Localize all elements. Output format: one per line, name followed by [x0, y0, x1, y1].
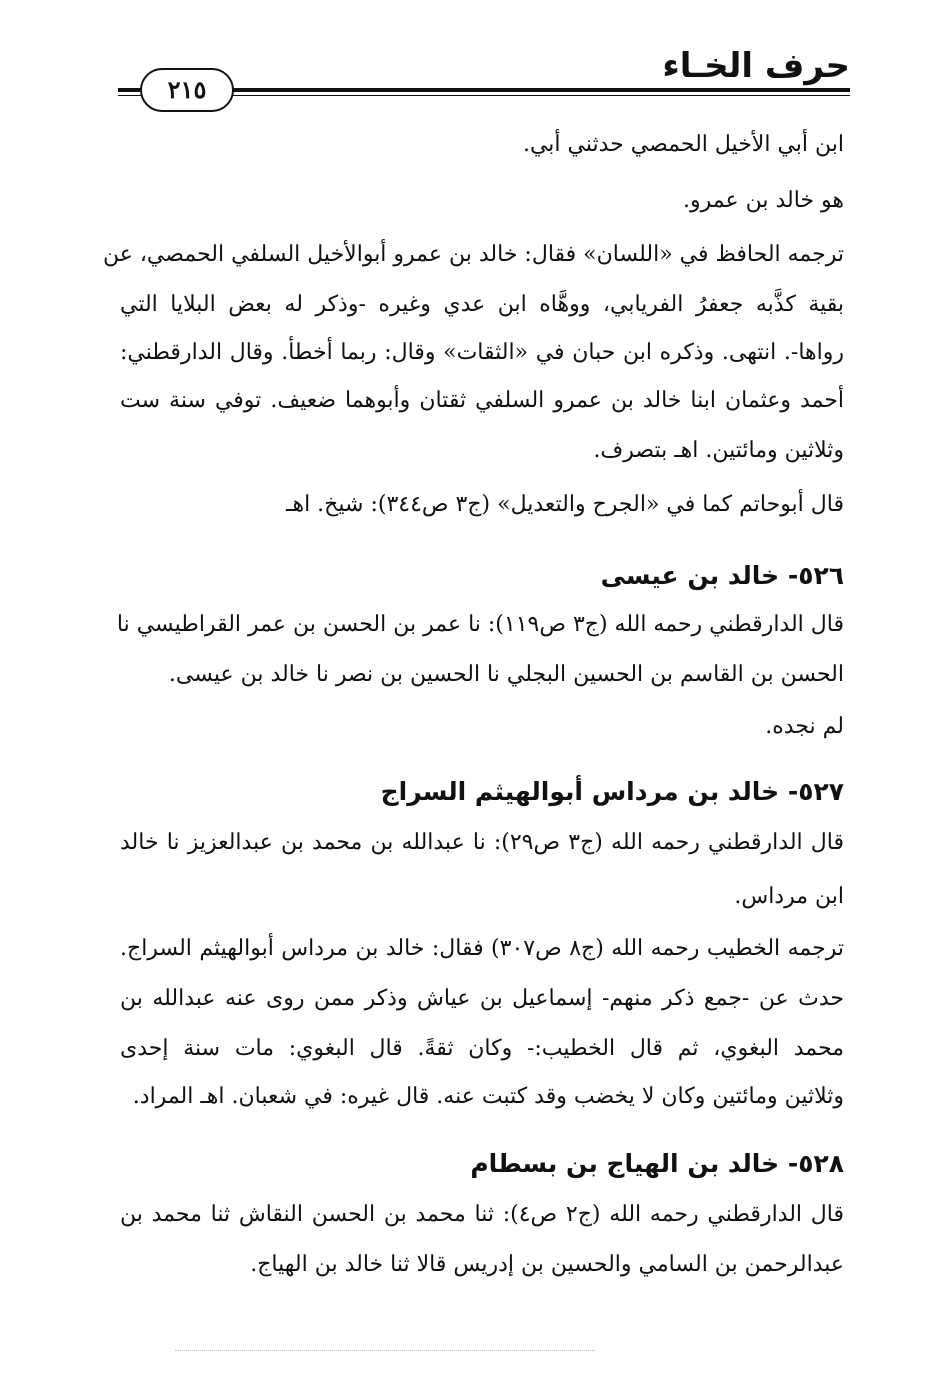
text-line: محمد البغوي، ثم قال الخطيب:- وكان ثقةً. قال البغوي: مات سنة إحدى — [120, 1036, 844, 1061]
text-line: قال الدارقطني رحمه الله (ج٣ ص٢٩): نا عبدالله بن محمد بن عبدالعزيز نا خالد — [120, 830, 845, 855]
text-line: حدث عن -جمع ذكر منهم- إسماعيل بن عياش وذكر ممن روى عنه عبدالله بن — [120, 986, 844, 1011]
entry-heading: ٥٢٨- خالد بن الهياج بن بسطام — [470, 1149, 844, 1178]
chapter-title: حرف الخـاء — [662, 46, 850, 86]
text-line: هو خالد بن عمرو. — [683, 188, 844, 213]
text-line: وثلاثين ومائتين. اهـ بتصرف. — [593, 438, 844, 463]
text-line: قال الدارقطني رحمه الله (ج٢ ص٤): ثنا محمد بن الحسن النقاش ثنا محمد بن — [120, 1202, 844, 1227]
page-number: ٢١٥ — [140, 68, 234, 112]
text-line: عبدالرحمن بن السامي والحسين بن إدريس قالا ثنا خالد بن الهياج. — [250, 1252, 844, 1277]
text-line: وثلاثين ومائتين وكان لا يخضب وقد كتبت عنه. قال غيره: في شعبان. اهـ المراد. — [132, 1084, 844, 1109]
text-line: بقية كذَّبه جعفرُ الفريابي، ووهَّاه ابن عدي وغيره -وذكر له بعض البلايا التي — [120, 292, 844, 317]
header-rule-left-thin — [118, 95, 142, 96]
text-line: الحسن بن القاسم بن الحسين البجلي نا الحسين بن نصر نا خالد بن عيسى. — [168, 662, 844, 687]
text-line: قال الدارقطني رحمه الله (ج٣ ص١١٩): نا عمر بن الحسن بن عمر القراطيسي نا — [116, 612, 844, 637]
entry-heading: ٥٢٧- خالد بن مرداس أبوالهيثم السراج — [380, 777, 844, 806]
entry-heading: ٥٢٦- خالد بن عيسى — [600, 561, 844, 590]
scan-artifact-dots — [175, 1350, 595, 1351]
text-line: ابن مرداس. — [734, 884, 844, 909]
text-line: أحمد وعثمان ابنا خالد بن عمرو السلفي ثقتان وأبوهما ضعيف. توفي سنة ست — [120, 388, 844, 413]
header-rule — [228, 88, 850, 92]
text-line: ابن أبي الأخيل الحمصي حدثني أبي. — [522, 132, 844, 157]
text-line: لم نجده. — [765, 714, 844, 739]
page-header — [118, 44, 850, 104]
header-rule-left — [118, 88, 142, 92]
header-rule-thin — [228, 95, 850, 96]
text-line: قال أبوحاتم كما في «الجرح والتعديل» (ج٣ ص٣٤٤): شيخ. اهـ — [286, 492, 844, 517]
text-line: ترجمه الحافظ في «اللسان» فقال: خالد بن عمرو أبوالأخيل السلفي الحمصي، عن — [102, 242, 844, 267]
text-line: رواها-. انتهى. وذكره ابن حبان في «الثقات» وقال: ربما أخطأ. وقال الدارقطني: — [120, 340, 844, 365]
text-line: ترجمه الخطيب رحمه الله (ج٨ ص٣٠٧) فقال: خالد بن مرداس أبوالهيثم السراج. — [120, 936, 845, 961]
